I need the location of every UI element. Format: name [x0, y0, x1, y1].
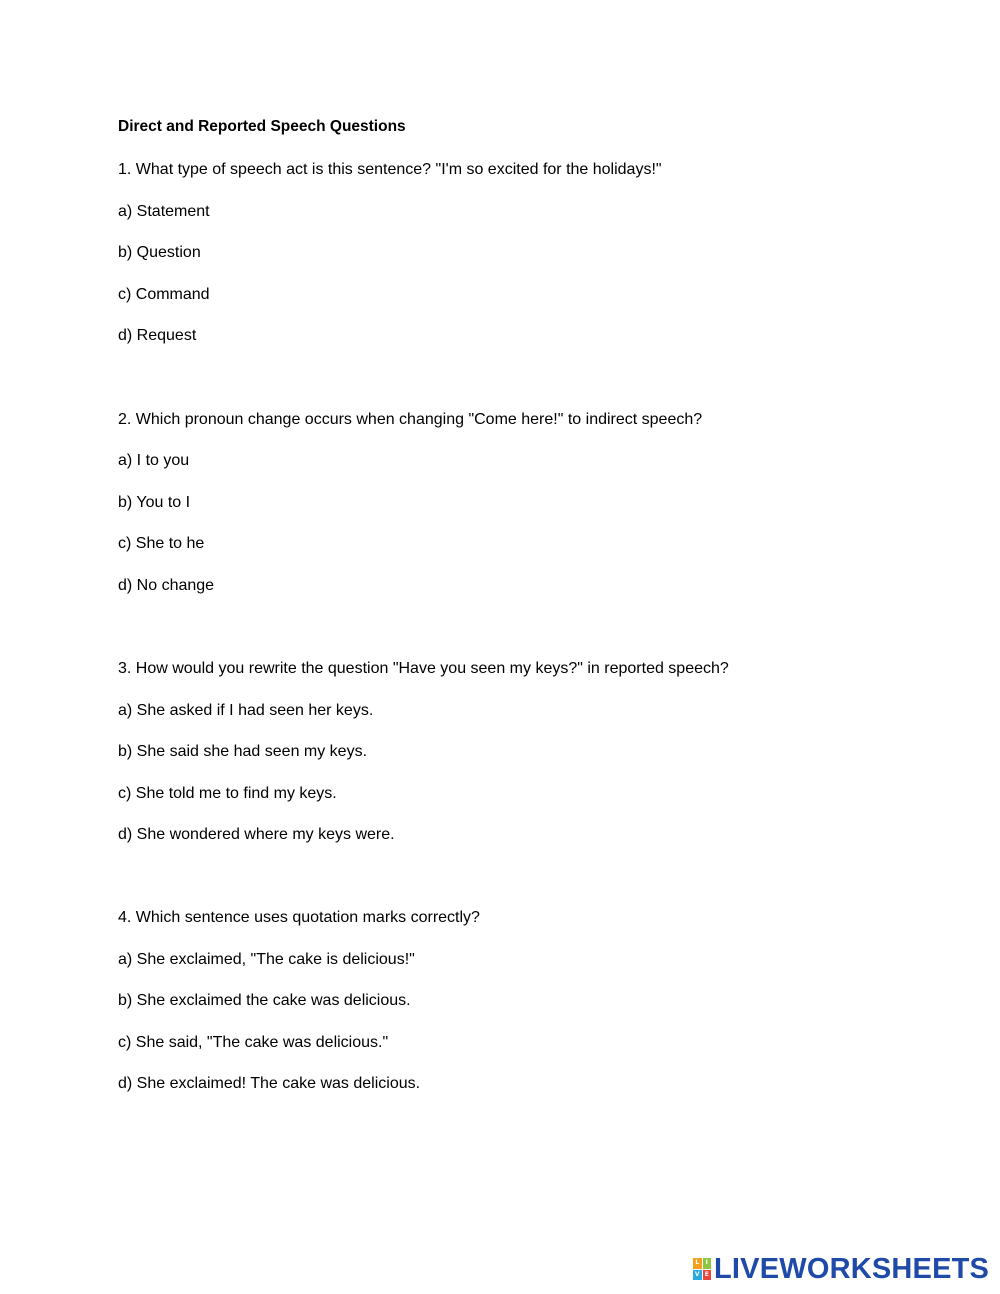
question-2-option-d: d) No change — [118, 577, 215, 594]
question-3-option-a: a) She asked if I had seen her keys. — [118, 702, 374, 719]
question-4-option-b: b) She exclaimed the cake was delicious. — [118, 992, 411, 1009]
question-1-option-a: a) Statement — [118, 203, 210, 220]
worksheet-title: Direct and Reported Speech Questions — [118, 118, 406, 135]
question-3-option-d: d) She wondered where my keys were. — [118, 826, 395, 843]
question-3-option-b: b) She said she had seen my keys. — [118, 743, 368, 760]
question-2-text: 2. Which pronoun change occurs when changing "Come here!" to indirect speech? — [118, 411, 703, 428]
liveworksheets-logo — [693, 1254, 989, 1284]
question-1-text: 1. What type of speech act is this sentence? "I'm so excited for the holidays!" — [118, 161, 662, 178]
liveworksheets-logo-icon — [693, 1258, 711, 1280]
question-3-text: 3. How would you rewrite the question "Have you seen my keys?" in reported speech? — [118, 660, 729, 677]
question-4-text: 4. Which sentence uses quotation marks correctly? — [118, 909, 480, 926]
question-2-option-b: b) You to I — [118, 494, 191, 511]
question-3-option-c: c) She told me to find my keys. — [118, 785, 337, 802]
logo-mark-letter-v: V — [693, 1270, 702, 1281]
logo-mark-letter-l: L — [693, 1258, 702, 1269]
liveworksheets-logo-text: LIVEWORKSHEETS — [714, 1253, 990, 1285]
question-4-option-c: c) She said, "The cake was delicious." — [118, 1034, 389, 1051]
question-2-option-c: c) She to he — [118, 535, 205, 552]
question-1-option-b: b) Question — [118, 244, 201, 261]
logo-mark-letter-e: E — [703, 1270, 712, 1281]
question-4-option-a: a) She exclaimed, "The cake is delicious!" — [118, 951, 415, 968]
logo-mark-letter-i: I — [703, 1258, 712, 1269]
question-4-option-d: d) She exclaimed! The cake was delicious. — [118, 1075, 421, 1092]
question-1-option-d: d) Request — [118, 327, 197, 344]
question-1-option-c: c) Command — [118, 286, 210, 303]
question-2-option-a: a) I to you — [118, 452, 190, 469]
